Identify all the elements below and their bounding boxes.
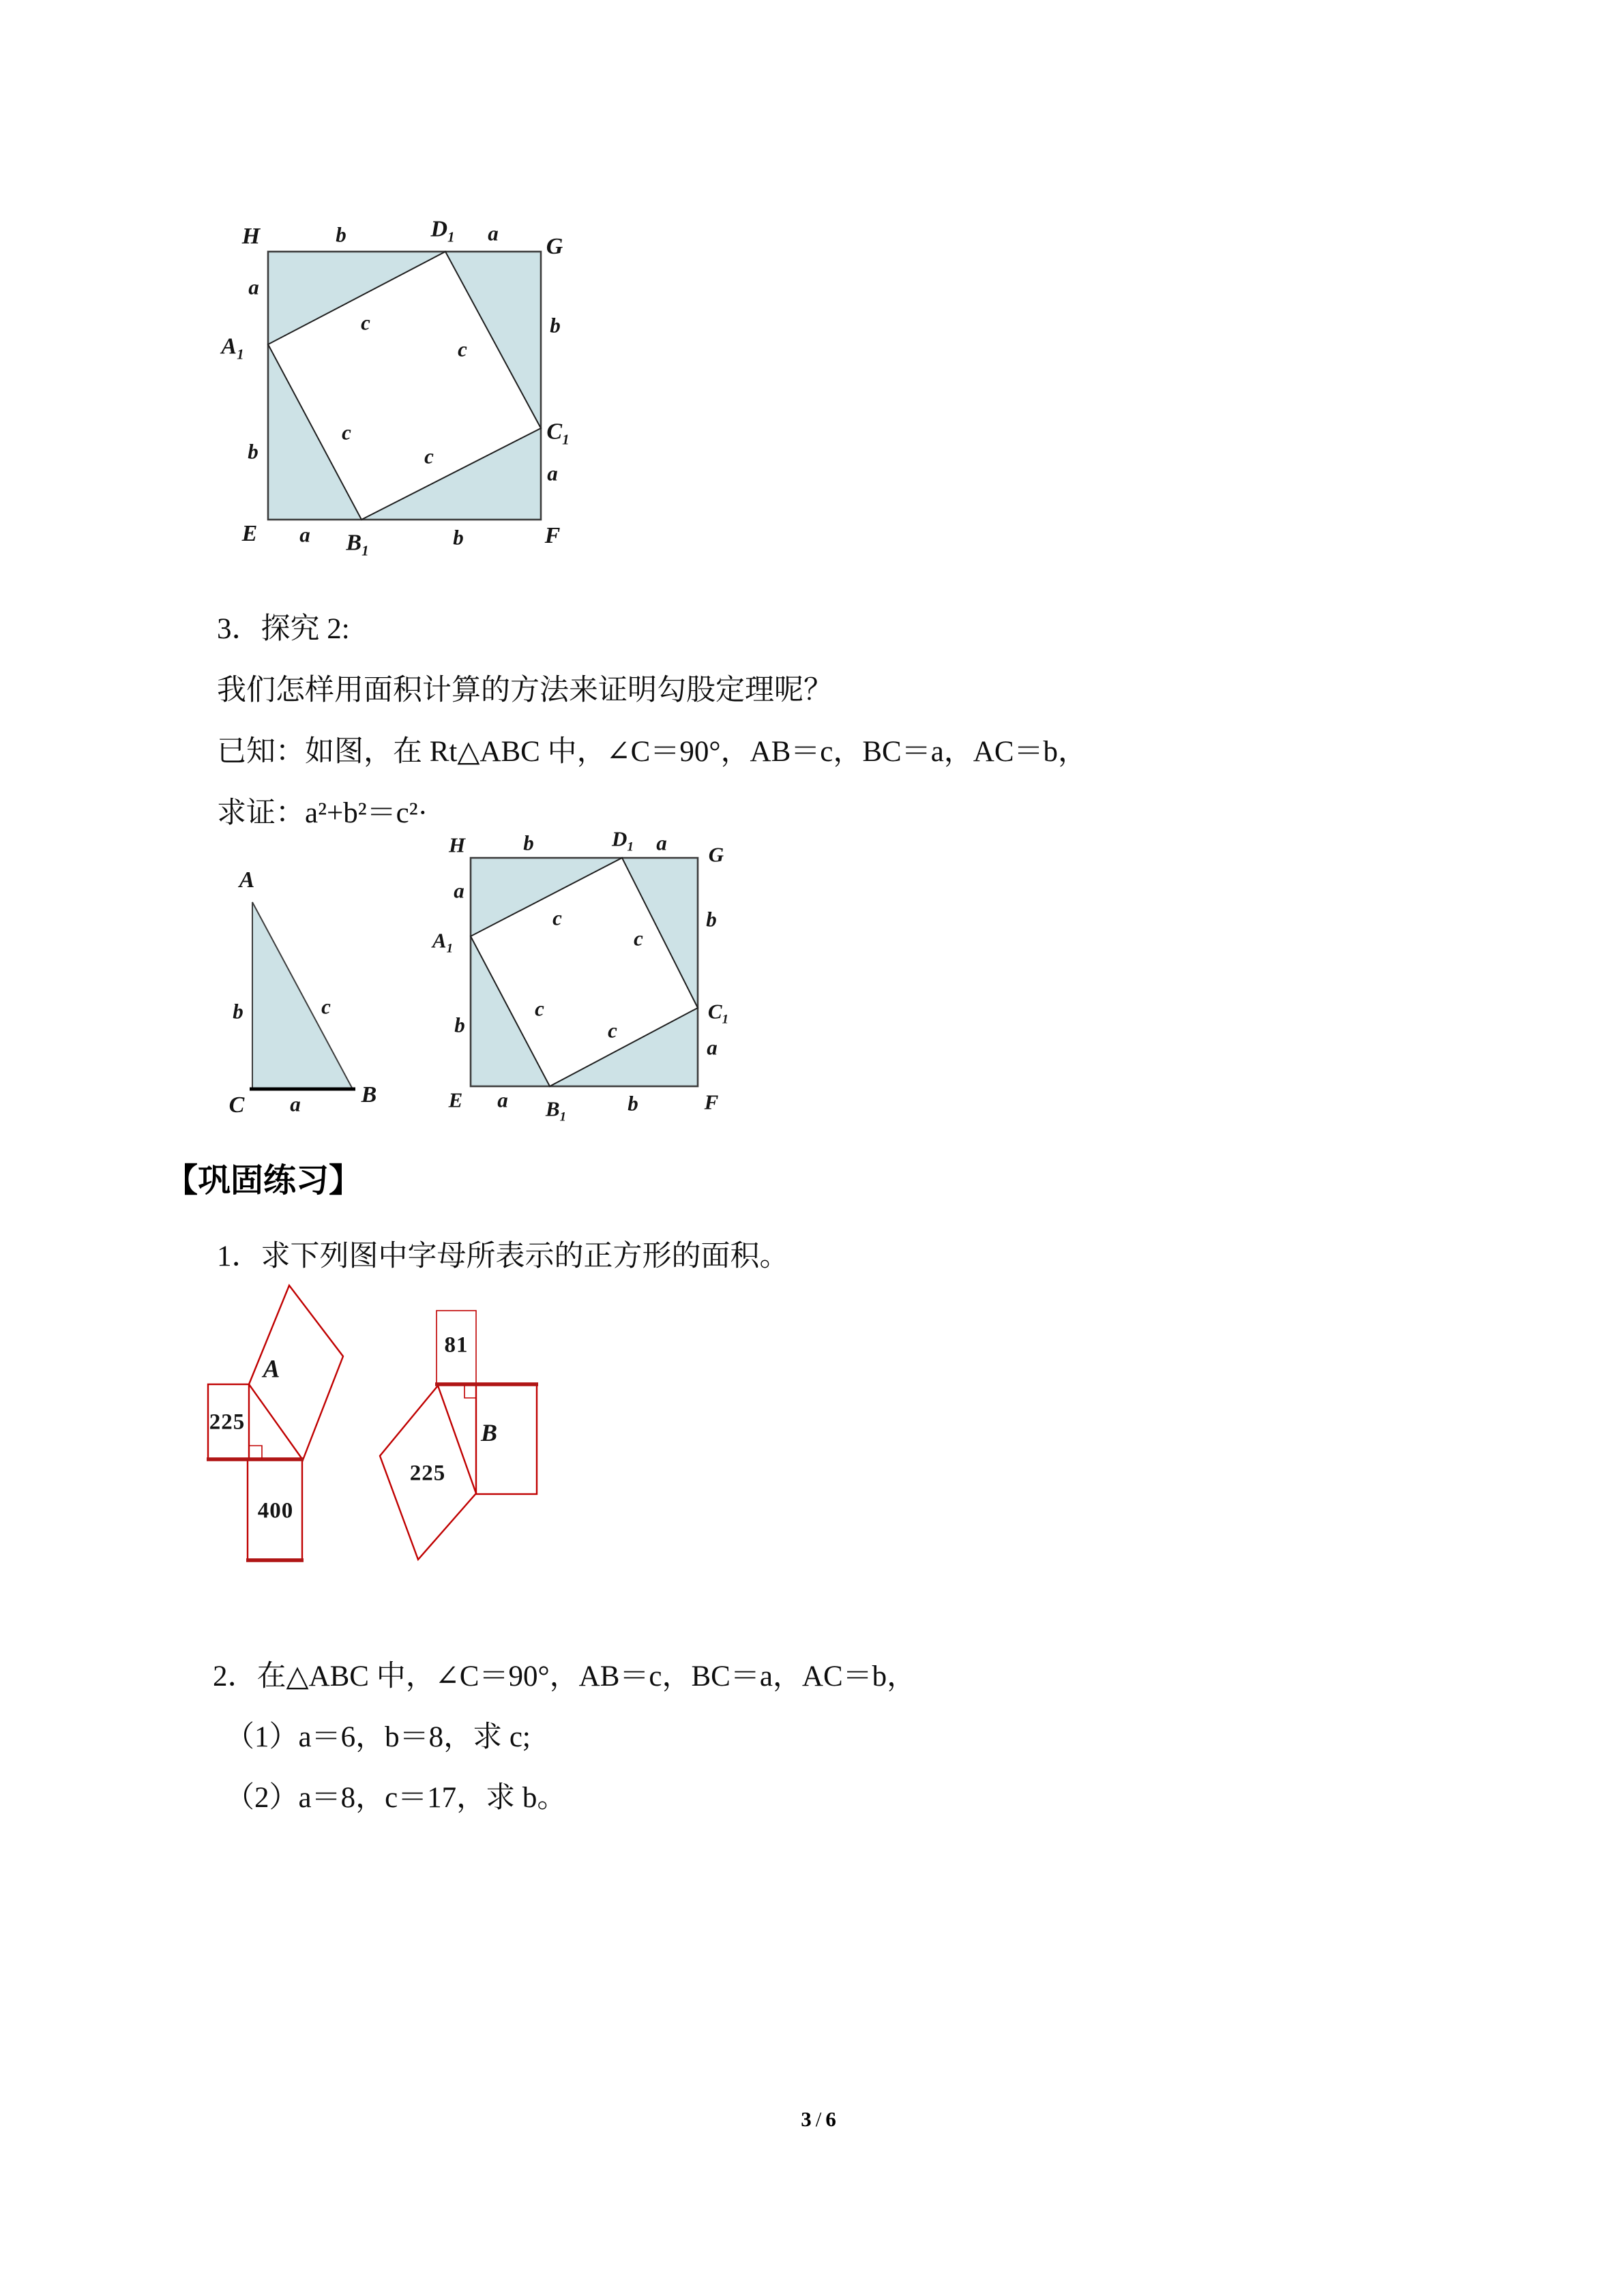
fig1-side-a-bottom: a [299,522,310,547]
fig1-vertex-E: E [241,521,258,546]
fig2-vertex-A1: $A_1$ [432,928,454,956]
page-number [801,2107,836,2132]
fig2-hyp-c-right: c [634,926,643,951]
fig1-vertex-B1: $B_1$ [346,530,369,559]
triangle-vertex-C: C [228,1092,245,1118]
fig1-vertex-C1: $C_1$ [546,419,570,448]
fig1-side-a-top: a [488,221,499,245]
explore-given: 已知：如图，在 Rt△ABC 中，∠C＝90°，AB＝c，BC＝a，AC＝b， [217,736,1088,768]
fig1-side-b-top: b [336,222,346,247]
ex1-square-400-label: 400 [257,1498,294,1523]
fig2-vertex-F: F [704,1090,719,1114]
fig1-hyp-c-right: c [458,337,467,361]
exercise1-prompt: 1．求下列图中字母所表示的正方形的面积。 [217,1240,789,1272]
practice-heading: 【巩固练习】 [165,1163,362,1199]
explore-prove: 求证：a²+b²＝c²· [217,797,428,829]
fig1-vertex-H: H [241,224,261,249]
triangle-abc [252,902,353,1089]
right-angle-marker-right [464,1386,476,1398]
fig1-side-b-left: b [248,439,259,464]
page-number-separator: / [815,2107,822,2131]
fig1-hyp-c-top: c [361,310,370,335]
triangle-vertex-A: A [239,867,255,893]
fig1-hyp-c-bottom: c [424,444,434,468]
ex1-square-225-right-label: 225 [409,1461,446,1486]
fig2-hyp-c-left: c [535,996,544,1021]
fig1-side-b-right: b [550,313,561,338]
fig2-vertex-C1: $C_1$ [707,999,729,1027]
fig2-side-a-left: a [454,878,464,903]
fig1-vertex-D1: $D_1$ [430,216,455,245]
ex1-square-B-label: B [480,1419,498,1446]
page-number-total: 6 [825,2107,836,2131]
fig1-vertex-A1: $A_1$ [221,333,244,363]
fig2-vertex-G: G [708,842,724,867]
fig1-square-diagram [268,252,541,520]
fig2-vertex-D1: $D_1$ [612,826,634,854]
fig2-hyp-c-top: c [552,906,562,930]
fig2-vertex-B1: $B_1$ [545,1097,567,1124]
fig2-square-diagram [471,858,698,1086]
right-angle-marker-left [249,1446,262,1459]
fig1-side-b-bottom: b [453,525,464,550]
fig2-side-b-top: b [523,831,534,855]
triangle-side-a: a [290,1092,301,1116]
fig2-triangle-diagram [250,902,355,1089]
triangle-side-b: b [233,999,243,1024]
fig2-side-b-left: b [454,1013,465,1037]
explore-question: 我们怎样用面积计算的方法来证明勾股定理呢？ [217,674,833,706]
fig2-vertex-H: H [448,833,466,857]
triangle-vertex-B: B [361,1082,377,1107]
exercise2-part1: （1）a＝6，b＝8，求 c; [225,1721,531,1753]
fig2-hyp-c-bottom: c [608,1018,617,1043]
explore-heading: 3．探究 2: [217,613,350,645]
fig2-side-a-right: a [707,1035,718,1060]
ex1-square-A-label: A [263,1355,280,1384]
fig2-side-a-bottom: a [497,1088,508,1112]
ex1-square-225-left-label: 225 [209,1410,246,1435]
fig2-side-b-right: b [706,907,717,931]
fig2-side-a-top: a [656,831,667,855]
page-number-current: 3 [801,2107,812,2131]
fig1-vertex-G: G [546,234,563,259]
fig2-vertex-E: E [448,1088,463,1112]
triangle-side-c: c [321,994,331,1019]
fig1-vertex-F: F [544,523,561,548]
exercise2-part2: （2）a＝8，c＝17，求 b。 [225,1782,567,1814]
ex1-square-81-label: 81 [444,1332,469,1358]
fig1-side-a-left: a [248,275,259,299]
fig1-hyp-c-left: c [342,420,351,445]
exercise2-intro: 2．在△ABC 中，∠C＝90°，AB＝c，BC＝a，AC＝b， [213,1660,917,1693]
fig1-side-a-right: a [547,461,558,486]
fig2-side-b-bottom: b [628,1091,638,1116]
